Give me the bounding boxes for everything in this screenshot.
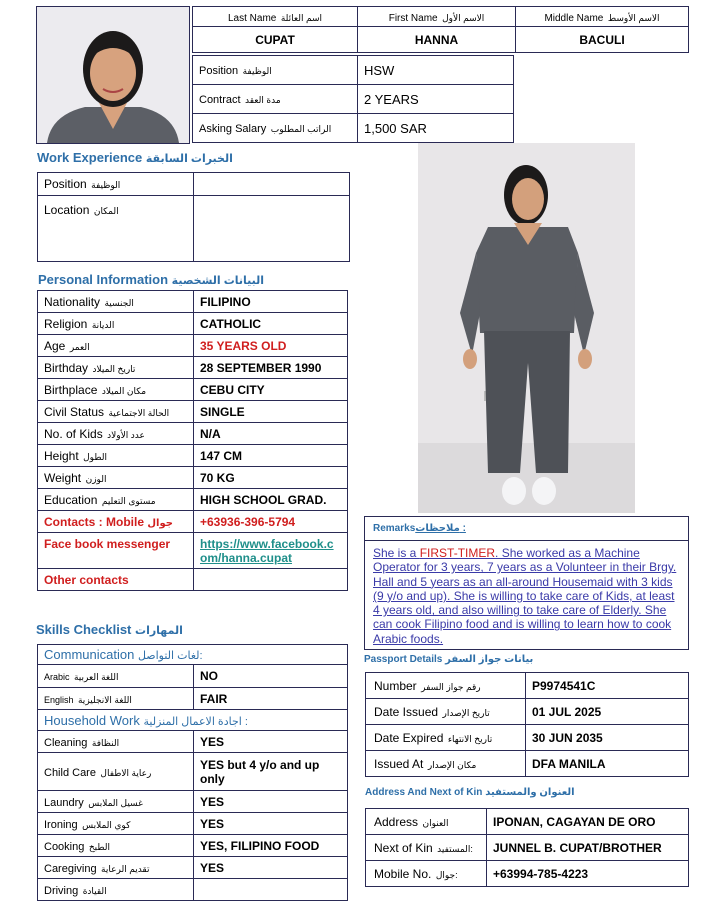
first-name-header: First Name الاسم الأول [358,7,516,27]
skill-row [38,835,348,857]
last-name-header: Last Name اسم العائلة [193,7,358,27]
skill-label: Driving القيادة [38,879,194,901]
personal-label: Weight الوزن [38,467,194,489]
remarks-box [364,516,689,650]
facebook-label: Face book messenger [38,533,194,569]
skill-label: Caregiving تقديم الرعاية [38,857,194,879]
mobile-value: +63936-396-5794 [194,511,348,533]
passport-row [366,725,689,751]
personal-value: 70 KG [194,467,348,489]
skill-value: YES but 4 y/o and up only [194,753,348,791]
skill-value: YES [194,791,348,813]
passport-label: Date Issued تاريخ الإصدار [366,699,526,725]
personal-row [38,291,348,313]
middle-name-header: Middle Name الاسم الأوسط [516,7,689,27]
we-location-value [194,196,350,262]
personal-label: Birthplace مكان الميلاد [38,379,194,401]
personal-label: Education مستوى التعليم [38,489,194,511]
headshot-photo [36,6,190,144]
we-position-value [194,173,350,196]
skill-label: Ironing كوي الملابس [38,813,194,835]
personal-row [38,401,348,423]
address-row [366,861,689,887]
arabic-label: Arabic اللغة العربية [38,665,194,688]
skill-value: YES, FILIPINO FOOD [194,835,348,857]
address-label: Address العنوان [366,809,487,835]
personal-info-table [37,290,348,591]
address-value: IPONAN, CAGAYAN DE ORO [487,809,689,835]
skill-label: Cleaning النظافة [38,731,194,753]
passport-label: Number رقم جواز السفر [366,673,526,699]
skill-label: Laundry غسيل الملابس [38,791,194,813]
middle-name-value: BACULI [516,27,689,53]
skill-value: YES [194,731,348,753]
address-heading: Address And Next of Kin العنوان والمستفيد [365,787,575,798]
skill-row [38,857,348,879]
we-location-label: Location المكان [38,196,194,262]
personal-value: CATHOLIC [194,313,348,335]
passport-table [365,672,689,777]
address-value: JUNNEL B. CUPAT/BROTHER [487,835,689,861]
skills-table [37,644,348,901]
passport-row [366,751,689,777]
skills-heading: Skills Checklist المهارات [36,622,183,637]
contract-label: Contract مدة العقد [193,85,358,114]
passport-label: Date Expired تاريخ الانتهاء [366,725,526,751]
skill-value [194,879,348,901]
personal-value: N/A [194,423,348,445]
skill-value: YES [194,813,348,835]
mobile-label: Contacts : Mobile جوال [38,511,194,533]
passport-value: DFA MANILA [526,751,689,777]
skill-value: YES [194,857,348,879]
skill-row [38,791,348,813]
personal-label: Nationality الجنسية [38,291,194,313]
skill-row [38,879,348,901]
personal-label: Civil Status الحالة الاجتماعية [38,401,194,423]
names-table [192,6,689,53]
skill-row [38,753,348,791]
personal-value: 35 YEARS OLD [194,335,348,357]
address-label: Mobile No. جوال: [366,861,487,887]
personal-row [38,489,348,511]
personal-row [38,445,348,467]
personal-label: Height الطول [38,445,194,467]
skill-label: Child Care رعاية الاطفال [38,753,194,791]
address-label: Next of Kin المستفيد: [366,835,487,861]
passport-row [366,673,689,699]
address-table [365,808,689,887]
personal-value: 28 SEPTEMBER 1990 [194,357,348,379]
personal-value: 147 CM [194,445,348,467]
personal-value: CEBU CITY [194,379,348,401]
address-row [366,835,689,861]
we-position-label: Position الوظيفة [38,173,194,196]
work-experience-table [37,172,350,262]
passport-row [366,699,689,725]
remarks-text: She is a FIRST-TIMER. She worked as a Machine Operator for 3 years, 7 years as a Volunteer in their Brgy. Hall and 5 years as an all-around Housemaid with 3 kids (9 y/o and up). She is willing to take care of Kids, at least 4 years old, and also willing to take care of Elderly. She can cook Filipino food and is willing to learn how to cook Arabic foods. [373,546,677,646]
skill-row [38,731,348,753]
personal-row [38,357,348,379]
personal-row [38,379,348,401]
contract-value: 2 YEARS [358,85,514,114]
personal-info-heading: Personal Information البيانات الشخصية [38,272,265,287]
job-table [192,55,514,143]
address-row [366,809,689,835]
work-experience-heading: Work Experience الخبرات السابقة [37,150,233,165]
personal-row [38,423,348,445]
first-name-value: HANNA [358,27,516,53]
last-name-value: CUPAT [193,27,358,53]
household-subheading: Household Work اجادة الاعمال المنزلية : [38,710,348,731]
english-label: English اللغة الانجليزية [38,688,194,710]
position-value: HSW [358,56,514,85]
address-value: +63994-785-4223 [487,861,689,887]
passport-label: Issued At مكان الإصدار [366,751,526,777]
personal-label: Religion الديانة [38,313,194,335]
passport-value: 30 JUN 2035 [526,725,689,751]
salary-value: 1,500 SAR [358,114,514,143]
personal-row [38,467,348,489]
personal-row [38,313,348,335]
skill-label: Cooking الطبخ [38,835,194,857]
english-value: FAIR [194,688,348,710]
salary-label: Asking Salary الراتب المطلوب [193,114,358,143]
other-contacts-label: Other contacts [38,569,194,591]
facebook-link[interactable]: https://www.facebook.c om/hanna.cupat [194,533,348,569]
personal-value: HIGH SCHOOL GRAD. [194,489,348,511]
personal-value: SINGLE [194,401,348,423]
remarks-heading: Remarksملاحظات : [365,517,688,541]
passport-value: P9974541C [526,673,689,699]
passport-heading: Passport Details بيانات جواز السفر [364,654,534,665]
other-contacts-value [194,569,348,591]
full-body-photo [418,143,635,513]
communication-subheading: Communication لغات التواصل: [38,645,348,665]
personal-label: Age العمر [38,335,194,357]
passport-value: 01 JUL 2025 [526,699,689,725]
arabic-value: NO [194,665,348,688]
personal-label: No. of Kids عدد الأولاد [38,423,194,445]
position-label: Position الوظيفة [193,56,358,85]
personal-label: Birthday تاريخ الميلاد [38,357,194,379]
personal-value: FILIPINO [194,291,348,313]
skill-row [38,813,348,835]
personal-row [38,335,348,357]
